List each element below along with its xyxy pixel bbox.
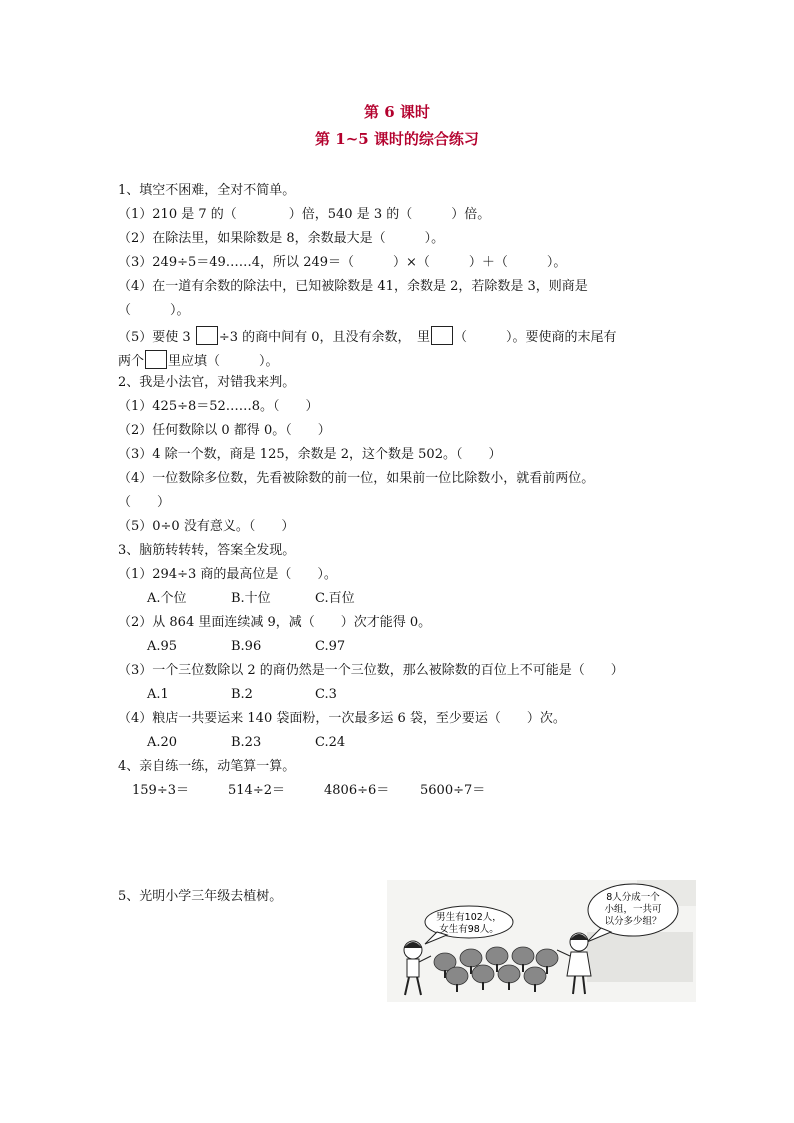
q1-line-2: （2）在除法里，如果除数是 8，余数最大是（ ）。 xyxy=(118,231,445,246)
q1-line-3: （3）249÷5＝49……4，所以 249＝（ ）×（ ）＋（ ）。 xyxy=(118,255,567,270)
bubble-right-line-3: 以分多少组？ xyxy=(604,916,662,927)
q1-line-5b xyxy=(118,350,279,371)
q3-options-3 xyxy=(147,686,399,704)
q4-heading: 4、亲自练一练，动笔算一算。 xyxy=(118,759,296,774)
q4-calcs xyxy=(132,782,516,800)
calc-item: 514÷2＝ xyxy=(228,783,285,798)
calc-item: 4806÷6＝ xyxy=(324,783,390,798)
option-c: C.97 xyxy=(315,639,346,654)
q2-line-3: （3）4 除一个数，商是 125，余数是 2，这个数是 502。（ ） xyxy=(118,447,502,462)
q2-line-4a: （4）一位数除多位数，先看被除数的前一位，如果前一位比除数小，就看前两位。 xyxy=(118,471,595,486)
q3-heading: 3、脑筋转转转，答案全发现。 xyxy=(118,543,296,558)
q3-options-4 xyxy=(147,734,399,752)
bubble-right-line-1: 8人分成一个 xyxy=(606,892,660,903)
q2-line-5: （5）0÷0 没有意义。（ ） xyxy=(118,519,295,534)
option-b: B.十位 xyxy=(231,591,271,606)
q2-line-4b: （ ） xyxy=(118,495,171,510)
option-b: B.2 xyxy=(231,687,253,702)
q1-line-5b-pre: 两个 xyxy=(118,354,145,369)
option-b: B.96 xyxy=(231,639,262,654)
q3-line-2: （2）从 864 里面连续减 9，减（ ）次才能得 0。 xyxy=(118,615,432,630)
option-c: C.3 xyxy=(315,687,337,702)
q3-line-3: （3）一个三位数除以 2 的商仍然是一个三位数，那么被除数的百位上不可能是（ ） xyxy=(118,663,624,678)
q2-line-1: （1）425÷8＝52……8。（ ） xyxy=(118,399,319,414)
page-title: 第 6 课时 xyxy=(364,103,430,121)
option-a: A.95 xyxy=(147,639,178,654)
option-a: A.1 xyxy=(147,687,169,702)
q1-line-4a: （4）在一道有余数的除法中，已知被除数是 41，余数是 2，若除数是 3，则商是 xyxy=(118,279,588,294)
bubble-left-line-1: 男生有102人， xyxy=(436,912,502,923)
option-b: B.23 xyxy=(231,735,262,750)
answer-box xyxy=(196,326,218,345)
q1-line-1: （1）210 是 7 的（ ）倍，540 是 3 的（ ）倍。 xyxy=(118,207,491,222)
bubble-right-line-2: 小组，一共可 xyxy=(604,904,662,915)
tree-planting-illustration xyxy=(387,880,696,1002)
q1-line-5b-post: 里应填（ ）。 xyxy=(168,354,279,369)
answer-box xyxy=(145,350,167,369)
option-a: A.20 xyxy=(147,735,178,750)
q1-line-5a xyxy=(118,326,617,347)
option-a: A.个位 xyxy=(147,591,187,606)
q3-options-2 xyxy=(147,638,399,656)
q2-heading: 2、我是小法官，对错我来判。 xyxy=(118,375,296,390)
q2-line-2: （2）任何数除以 0 都得 0。（ ） xyxy=(118,423,331,438)
option-c: C.百位 xyxy=(315,591,355,606)
q3-line-4: （4）粮店一共要运来 140 袋面粉，一次最多运 6 袋，至少要运（ ）次。 xyxy=(118,711,566,726)
q1-line-5a-pre: （5）要使 3 xyxy=(118,330,191,345)
option-c: C.24 xyxy=(315,735,346,750)
q1-line-5a-post: （ ）。要使商的末尾有 xyxy=(454,330,617,345)
page-subtitle: 第 1~5 课时的综合练习 xyxy=(315,130,479,148)
q5-heading: 5、光明小学三年级去植树。 xyxy=(118,889,283,904)
answer-box xyxy=(431,326,453,345)
q3-line-1: （1）294÷3 商的最高位是（ ）。 xyxy=(118,567,337,582)
calc-item: 159÷3＝ xyxy=(132,783,189,798)
q1-line-5a-mid: ÷3 的商中间有 0，且没有余数， 里 xyxy=(218,330,431,345)
calc-item: 5600÷7＝ xyxy=(420,783,486,798)
q1-heading: 1、填空不困难，全对不简单。 xyxy=(118,183,296,198)
q1-line-4b: （ ）。 xyxy=(118,303,190,318)
q3-options-1 xyxy=(147,590,399,608)
bubble-left-line-2: 女生有98人。 xyxy=(439,924,499,935)
